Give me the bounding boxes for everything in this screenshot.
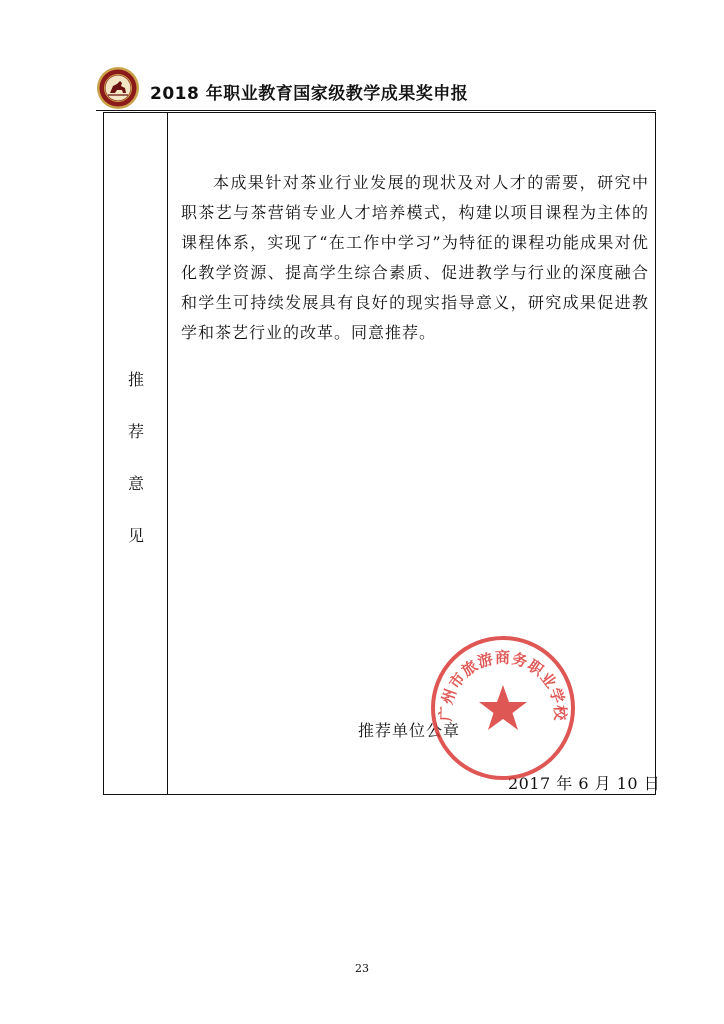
- page-number: 23: [355, 962, 369, 975]
- header-divider: [96, 110, 656, 111]
- seal-text: 广州市旅游商务职业学校: [436, 648, 570, 722]
- label-char-4: 见: [127, 526, 144, 545]
- label-char-3: 意: [127, 474, 144, 493]
- label-column: [104, 113, 168, 794]
- label-char-2: 荐: [127, 422, 144, 441]
- recommendation-opinion-text: 本成果针对茶业行业发展的现状及对人才的需要，研究中职茶艺与茶营销专业人才培养模式，构建以项目课程为主体的课程体系，实现了“在工作中学习”为特征的课程功能成果对优化教学资源、提高学生综合素质、促进教学与行业的深度融合和学生可持续发展具有良好的现实指导意义，研究成果促进教学和茶艺行业的改革。同意推荐。: [181, 173, 649, 342]
- school-logo-icon: [96, 66, 140, 110]
- official-seal-icon: [428, 633, 578, 783]
- label-char-1: 推: [127, 370, 144, 389]
- signature-date: 2017 年 6 月 10 日: [508, 774, 661, 793]
- recommendation-form: [103, 112, 661, 795]
- page-header: [96, 66, 656, 110]
- recommending-unit-seal-label: 推荐单位公章: [358, 721, 461, 740]
- header-title: 2018 年职业教育国家级教学成果奖申报: [150, 84, 469, 104]
- opinion-content-cell: [168, 113, 661, 794]
